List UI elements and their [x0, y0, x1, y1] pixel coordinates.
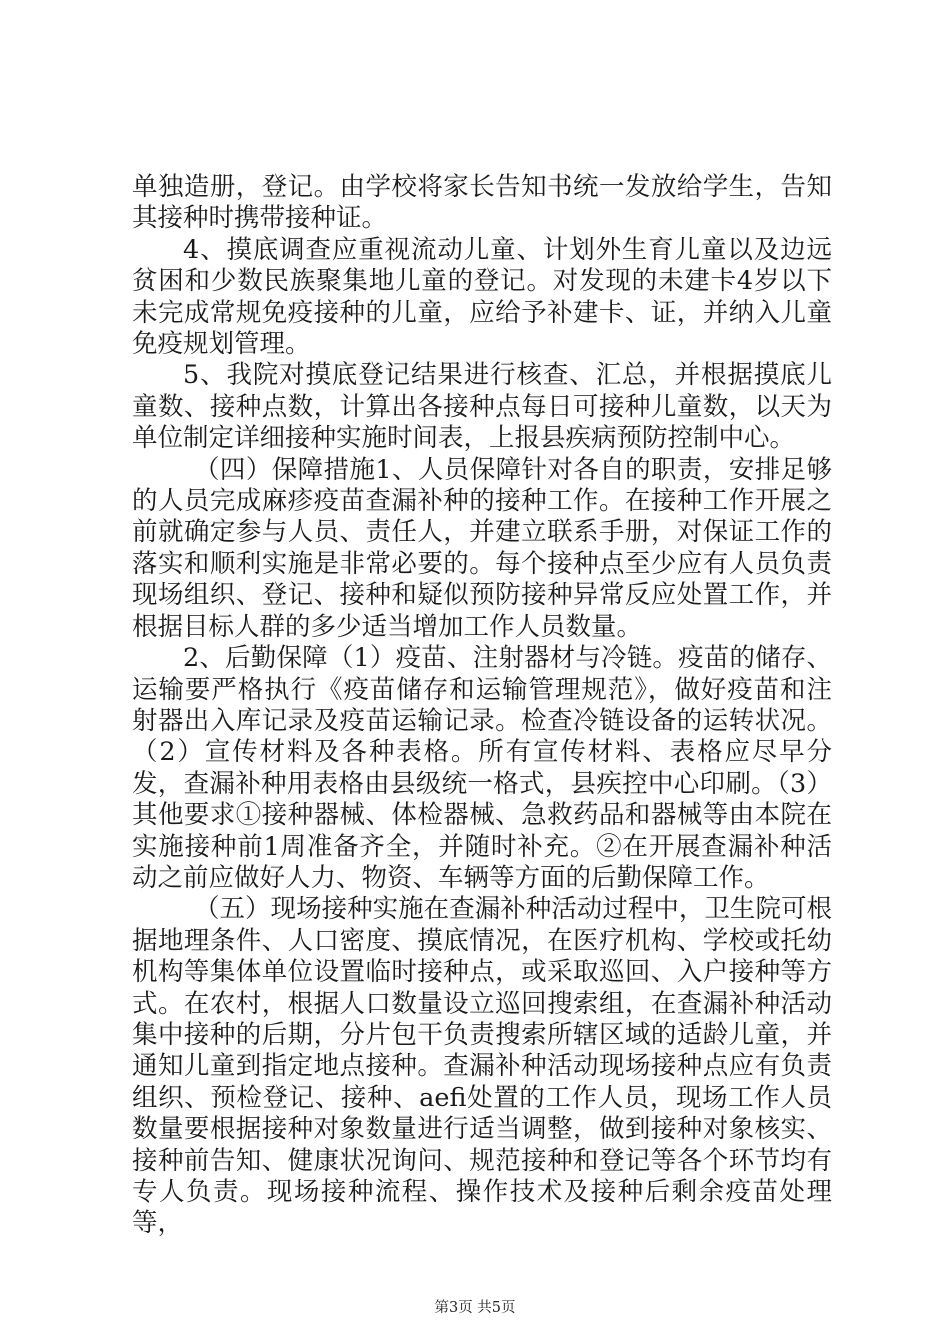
paragraph-item-4: 4、摸底调查应重视流动儿童、计划外生育儿童以及边远贫困和少数民族聚集地儿童的登记。对发现的未建卡4岁以下未完成常规免疫接种的儿童，应给予补建卡、证，并纳入儿童免疫规划管理。	[132, 234, 832, 360]
paragraph-section-4: （四）保障措施1、人员保障针对各自的职责，安排足够的人员完成麻疹疫苗查漏补种的接种工作。在接种工作开展之前就确定参与人员、责任人，并建立联系手册，对保证工作的落实和顺利实施是非常必要的。每个接种点至少应有人员负责现场组织、登记、接种和疑似预防接种异常反应处置工作，并根据目标人群的多少适当增加工作人员数量。	[132, 454, 832, 642]
paragraph-item-5: 5、我院对摸底登记结果进行核查、汇总，并根据摸底儿童数、接种点数，计算出各接种点每日可接种儿童数，以天为单位制定详细接种实施时间表，上报县疾病预防控制中心。	[132, 360, 832, 454]
page-footer: 第3页 共5页	[434, 1300, 516, 1316]
paragraph-logistics: 2、后勤保障（1）疫苗、注射器材与冷链。疫苗的储存、运输要严格执行《疫苗储存和运输管理规范》，做好疫苗和注射器出入库记录及疫苗运输记录。检查冷链设备的运转状况。（2）宣传材料及各种表格。所有宣传材料、表格应尽早分发，查漏补种用表格由县级统一格式，县疾控中心印刷。（3）其他要求①接种器械、体检器械、急救药品和器械等由本院在实施接种前1周准备齐全，并随时补充。②在开展查漏补种活动之前应做好人力、物资、车辆等方面的后勤保障工作。	[132, 643, 832, 893]
document-body	[132, 172, 832, 1240]
paragraph-section-5: （五）现场接种实施在查漏补种活动过程中，卫生院可根据地理条件、人口密度、摸底情况，在医疗机构、学校或托幼机构等集体单位设置临时接种点，或采取巡回、入户接种等方式。在农村，根据人口数量设立巡回搜索组，在查漏补种活动集中接种的后期，分片包干负责搜索所辖区域的适龄儿童，并通知儿童到指定地点接种。查漏补种活动现场接种点应有负责组织、预检登记、接种、aefi处置的工作人员，现场工作人员数量要根据接种对象数量进行适当调整，做到接种对象核实、接种前告知、健康状况询问、规范接种和登记等各个环节均有专人负责。现场接种流程、操作技术及接种后剩余疫苗处理等，	[132, 894, 832, 1239]
paragraph-continuation: 单独造册，登记。由学校将家长告知书统一发放给学生，告知其接种时携带接种证。	[132, 172, 832, 234]
